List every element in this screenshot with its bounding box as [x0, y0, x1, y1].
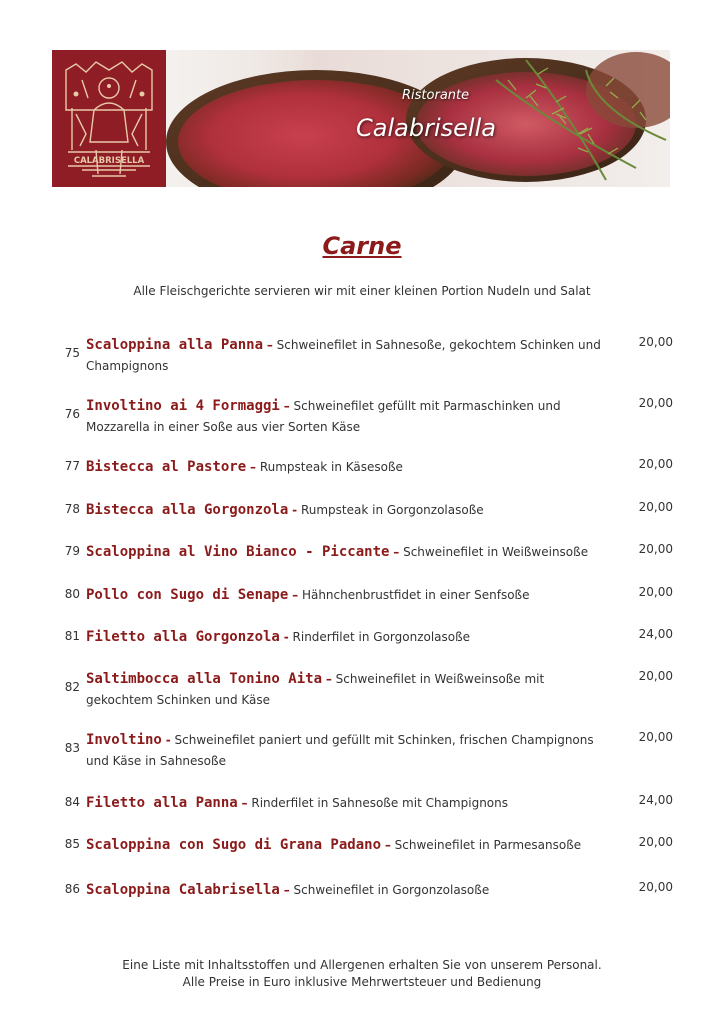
- item-description-block: [86, 793, 611, 814]
- page-title: Carne: [322, 232, 402, 260]
- dish-name: Involtino: [86, 732, 162, 748]
- item-description-block: [86, 880, 611, 901]
- item-number: 86: [64, 882, 80, 896]
- section-note: Alle Fleischgerichte servieren wir mit einer kleinen Portion Nudeln und Salat: [133, 284, 591, 298]
- item-number: 84: [64, 795, 80, 809]
- dish-name: Scaloppina con Sugo di Grana Padano: [86, 837, 382, 853]
- dish-description: Schweinefilet in Parmesansoße: [394, 838, 582, 852]
- dish-description: Rumpsteak in Käsesoße: [259, 460, 403, 474]
- banner-title: Calabrisella: [356, 114, 496, 142]
- separator: –: [241, 796, 248, 810]
- item-number: 77: [64, 459, 80, 473]
- separator: –: [393, 545, 400, 559]
- item-price: 20,00: [638, 396, 673, 410]
- dish-description: Schweinefilet in Weißweinsoße: [403, 545, 589, 559]
- item-description-block: [86, 627, 611, 648]
- separator: –: [249, 460, 256, 474]
- separator: –: [266, 338, 273, 352]
- dish-description: Schweinefilet in Weißweinsoße mit gekochtem Schinken und Käse: [86, 672, 545, 707]
- item-number: 75: [64, 346, 80, 360]
- item-description-block: [86, 396, 611, 438]
- dish-name: Bistecca alla Gorgonzola: [86, 502, 289, 518]
- dish-description: Schweinefilet paniert und gefüllt mit Schinken, frischen Champignons und Käse in Sahnesoße: [86, 733, 594, 768]
- item-number: 85: [64, 837, 80, 851]
- item-description-block: [86, 457, 611, 478]
- item-price: 24,00: [638, 627, 673, 641]
- steak-photo: [166, 50, 670, 187]
- item-description-block: [86, 542, 611, 563]
- item-price: 20,00: [638, 730, 673, 744]
- dish-description: Hähnchenbrustfidet in einer Senfsoße: [301, 588, 530, 602]
- logo-text: CALABRISELLA: [73, 156, 145, 166]
- item-number: 76: [64, 407, 80, 421]
- restaurant-logo: [52, 50, 166, 187]
- dish-name: Bistecca al Pastore: [86, 459, 247, 475]
- item-price: 20,00: [638, 880, 673, 894]
- separator: –: [384, 838, 391, 852]
- dish-description: Rinderfilet in Gorgonzolasoße: [292, 630, 471, 644]
- footer-allergen-note: Eine Liste mit Inhaltsstoffen und Allergenen erhalten Sie von unserem Personal.: [122, 958, 602, 972]
- item-description-block: [86, 500, 611, 521]
- dish-name: Scaloppina alla Panna: [86, 337, 264, 353]
- item-description-block: [86, 669, 611, 711]
- dish-name: Involtino ai 4 Formaggi: [86, 398, 280, 414]
- dish-description: Rinderfilet in Sahnesoße mit Champignons: [251, 796, 508, 810]
- separator: -: [283, 630, 289, 644]
- item-description-block: [86, 835, 611, 856]
- item-price: 20,00: [638, 335, 673, 349]
- dish-description: Schweinefilet in Gorgonzolasoße: [293, 883, 490, 897]
- item-number: 83: [64, 741, 80, 755]
- dish-description: Schweinefilet in Sahnesoße, gekochtem Schinken und Champignons: [86, 338, 601, 373]
- separator: –: [292, 588, 299, 602]
- dish-name: Filetto alla Gorgonzola: [86, 629, 280, 645]
- separator: –: [325, 672, 332, 686]
- item-price: 20,00: [638, 669, 673, 683]
- item-description-block: [86, 585, 611, 606]
- footer-price-note: Alle Preise in Euro inklusive Mehrwertsteuer und Bedienung: [182, 975, 542, 989]
- item-description-block: [86, 335, 611, 377]
- item-number: 79: [64, 544, 80, 558]
- separator: –: [283, 399, 290, 413]
- dish-name: Pollo con Sugo di Senape: [86, 587, 289, 603]
- item-number: 82: [64, 680, 80, 694]
- separator: –: [283, 883, 290, 897]
- item-price: 20,00: [638, 457, 673, 471]
- dish-name: Scaloppina Calabrisella: [86, 882, 280, 898]
- item-price: 20,00: [638, 542, 673, 556]
- item-number: 81: [64, 629, 80, 643]
- item-number: 78: [64, 502, 80, 516]
- dish-description: Rumpsteak in Gorgonzolasoße: [300, 503, 484, 517]
- item-price: 24,00: [638, 793, 673, 807]
- item-description-block: [86, 730, 611, 772]
- dish-name: Filetto alla Panna: [86, 795, 238, 811]
- dish-name: Saltimbocca alla Tonino Aita: [86, 671, 323, 687]
- item-price: 20,00: [638, 585, 673, 599]
- separator: -: [292, 503, 298, 517]
- separator: -: [165, 733, 171, 747]
- header-banner: [52, 50, 670, 187]
- item-price: 20,00: [638, 835, 673, 849]
- dish-description: Schweinefilet gefüllt mit Parmaschinken und Mozzarella in einer Soße aus vier Sorten Käse: [86, 399, 561, 434]
- dish-name: Scaloppina al Vino Bianco - Piccante: [86, 544, 390, 560]
- logo-emblem-icon: [52, 50, 166, 187]
- item-number: 80: [64, 587, 80, 601]
- item-price: 20,00: [638, 500, 673, 514]
- footer-notice: [0, 957, 724, 991]
